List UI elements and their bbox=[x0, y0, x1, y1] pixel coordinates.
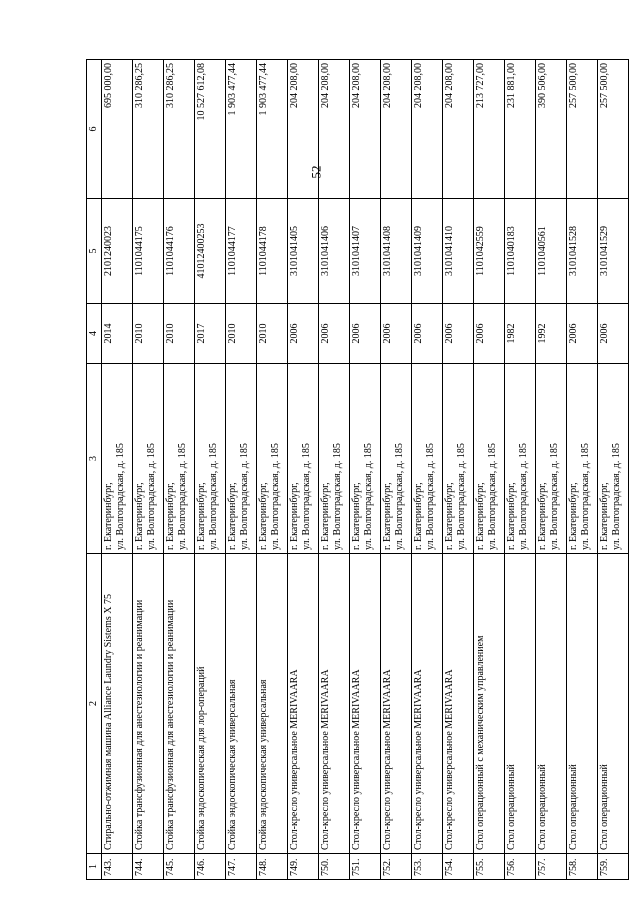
address-city: г. Екатеринбург, bbox=[506, 482, 517, 550]
item-cost bbox=[412, 60, 443, 199]
table-row bbox=[164, 60, 195, 880]
item-cost-text: 204 208,00 bbox=[413, 63, 424, 108]
item-inventory-number-text: 1101040561 bbox=[537, 226, 548, 276]
item-address bbox=[350, 364, 381, 554]
address-street: ул. Волгоградская, д. 185 bbox=[486, 443, 498, 550]
address-city: г. Екатеринбург, bbox=[599, 482, 610, 550]
item-name-text: Стирально-отжимная машина Alliance Laundry Sistems X 75 bbox=[103, 594, 114, 850]
item-inventory-number-text: 2101240023 bbox=[103, 226, 114, 276]
item-year bbox=[195, 304, 226, 364]
item-name bbox=[350, 554, 381, 854]
item-name-text: Стол-кресло универсальное MERIVAARA bbox=[413, 669, 424, 850]
item-cost-text: 310 286,25 bbox=[165, 63, 176, 108]
item-year-text: 2010 bbox=[134, 323, 145, 344]
item-inventory-number bbox=[536, 199, 567, 304]
item-inventory-number bbox=[195, 199, 226, 304]
item-year-text: 2010 bbox=[227, 323, 238, 344]
item-inventory-number bbox=[598, 199, 629, 304]
item-year bbox=[102, 304, 133, 364]
item-inventory-number-text: 1101044175 bbox=[134, 226, 145, 276]
table-row bbox=[102, 60, 133, 880]
item-cost bbox=[350, 60, 381, 199]
address-street: ул. Волгоградская, д. 185 bbox=[362, 443, 374, 550]
item-year-text: 2006 bbox=[475, 323, 486, 344]
item-name-text: Стойка эндоскопическая универсальная bbox=[227, 679, 238, 850]
item-inventory-number bbox=[350, 199, 381, 304]
item-address bbox=[102, 364, 133, 554]
item-cost-text: 310 286,25 bbox=[134, 63, 145, 108]
row-number bbox=[598, 854, 629, 880]
address-street: ул. Волгоградская, д. 185 bbox=[424, 443, 436, 550]
item-year bbox=[474, 304, 505, 364]
table-row bbox=[319, 60, 350, 880]
item-year-text: 2006 bbox=[413, 323, 424, 344]
item-inventory-number bbox=[443, 199, 474, 304]
item-cost bbox=[474, 60, 505, 199]
table-row bbox=[412, 60, 443, 880]
item-name bbox=[474, 554, 505, 854]
item-year-text: 2010 bbox=[165, 323, 176, 344]
item-year bbox=[567, 304, 598, 364]
item-year-text: 2014 bbox=[103, 323, 114, 344]
item-cost-text: 204 208,00 bbox=[289, 63, 300, 108]
item-name bbox=[133, 554, 164, 854]
row-number-text: 751. bbox=[351, 858, 362, 876]
item-year-text: 2010 bbox=[258, 323, 269, 344]
item-address bbox=[598, 364, 629, 554]
row-number-text: 745. bbox=[165, 858, 176, 876]
item-name-text: Стол-кресло универсальное MERIVAARA bbox=[289, 669, 300, 850]
row-number bbox=[164, 854, 195, 880]
item-inventory-number bbox=[381, 199, 412, 304]
address-street: ул. Волгоградская, д. 185 bbox=[610, 443, 622, 550]
row-number bbox=[567, 854, 598, 880]
row-number-text: 759. bbox=[599, 858, 610, 876]
row-number bbox=[443, 854, 474, 880]
item-name-text: Стол-кресло универсальное MERIVAARA bbox=[320, 669, 331, 850]
row-number bbox=[505, 854, 536, 880]
item-year bbox=[381, 304, 412, 364]
rotated-table-container bbox=[86, 60, 622, 880]
table-row bbox=[536, 60, 567, 880]
item-cost bbox=[226, 60, 257, 199]
item-year bbox=[164, 304, 195, 364]
item-year-text: 1982 bbox=[506, 323, 517, 344]
item-year bbox=[350, 304, 381, 364]
item-name bbox=[598, 554, 629, 854]
item-address bbox=[319, 364, 350, 554]
item-year bbox=[598, 304, 629, 364]
item-name-text: Стол-кресло универсальное MERIVAARA bbox=[444, 669, 455, 850]
item-year bbox=[133, 304, 164, 364]
item-cost-text: 204 208,00 bbox=[351, 63, 362, 108]
item-name bbox=[195, 554, 226, 854]
table-row bbox=[474, 60, 505, 880]
item-address bbox=[505, 364, 536, 554]
item-year-text: 2006 bbox=[568, 323, 579, 344]
item-address bbox=[381, 364, 412, 554]
row-number bbox=[319, 854, 350, 880]
row-number-text: 756. bbox=[506, 858, 517, 876]
address-street: ул. Волгоградская, д. 185 bbox=[176, 443, 188, 550]
address-city: г. Екатеринбург, bbox=[475, 482, 486, 550]
item-year-text: 1992 bbox=[537, 323, 548, 344]
address-city: г. Екатеринбург, bbox=[289, 482, 300, 550]
table-row bbox=[350, 60, 381, 880]
item-name-text: Стол операционный bbox=[537, 764, 548, 850]
table-body bbox=[102, 60, 629, 880]
item-inventory-number bbox=[505, 199, 536, 304]
item-cost bbox=[102, 60, 133, 199]
address-street: ул. Волгоградская, д. 185 bbox=[269, 443, 281, 550]
item-cost bbox=[567, 60, 598, 199]
item-name bbox=[102, 554, 133, 854]
address-street: ул. Волгоградская, д. 185 bbox=[548, 443, 560, 550]
item-inventory-number bbox=[102, 199, 133, 304]
item-inventory-number-text: 3101041529 bbox=[599, 226, 610, 276]
item-inventory-number-text: 3101041408 bbox=[382, 226, 393, 276]
header-col-1: 1 bbox=[87, 854, 102, 880]
item-name bbox=[567, 554, 598, 854]
item-address bbox=[195, 364, 226, 554]
item-inventory-number-text: 3101041406 bbox=[320, 226, 331, 276]
item-year-text: 2006 bbox=[320, 323, 331, 344]
row-number bbox=[412, 854, 443, 880]
row-number-text: 754. bbox=[444, 858, 455, 876]
item-inventory-number-text: 1101042559 bbox=[475, 226, 486, 276]
address-city: г. Екатеринбург, bbox=[568, 482, 579, 550]
row-number bbox=[133, 854, 164, 880]
item-inventory-number bbox=[226, 199, 257, 304]
address-street: ул. Волгоградская, д. 185 bbox=[145, 443, 157, 550]
item-address bbox=[164, 364, 195, 554]
item-year-text: 2006 bbox=[351, 323, 362, 344]
item-inventory-number bbox=[164, 199, 195, 304]
item-cost-text: 204 208,00 bbox=[382, 63, 393, 108]
item-address bbox=[474, 364, 505, 554]
item-inventory-number bbox=[474, 199, 505, 304]
address-city: г. Екатеринбург, bbox=[351, 482, 362, 550]
header-col-2: 2 bbox=[87, 554, 102, 854]
row-number-text: 758. bbox=[568, 858, 579, 876]
address-city: г. Екатеринбург, bbox=[196, 482, 207, 550]
item-cost bbox=[505, 60, 536, 199]
row-number bbox=[195, 854, 226, 880]
table-row bbox=[226, 60, 257, 880]
item-address bbox=[257, 364, 288, 554]
item-inventory-number-text: 1101044178 bbox=[258, 226, 269, 276]
row-number bbox=[288, 854, 319, 880]
item-name bbox=[226, 554, 257, 854]
row-number-text: 750. bbox=[320, 858, 331, 876]
header-col-5: 5 bbox=[87, 199, 102, 304]
item-name-text: Стойка трансфузионная для анестезиологии и реанимации bbox=[134, 599, 145, 850]
item-name-text: Стол операционный с механическим управлением bbox=[475, 635, 486, 850]
item-cost bbox=[443, 60, 474, 199]
item-name bbox=[164, 554, 195, 854]
item-cost-text: 695 000,00 bbox=[103, 63, 114, 108]
item-year bbox=[257, 304, 288, 364]
row-number-text: 753. bbox=[413, 858, 424, 876]
header-col-3: 3 bbox=[87, 364, 102, 554]
item-cost-text: 213 727,00 bbox=[475, 63, 486, 108]
address-street: ул. Волгоградская, д. 185 bbox=[331, 443, 343, 550]
item-cost bbox=[257, 60, 288, 199]
item-cost bbox=[381, 60, 412, 199]
item-cost-text: 231 881,00 bbox=[506, 63, 517, 108]
item-year-text: 2017 bbox=[196, 323, 207, 344]
address-street: ул. Волгоградская, д. 185 bbox=[393, 443, 405, 550]
item-name-text: Стойка эндоскопическая универсальная bbox=[258, 679, 269, 850]
item-cost-text: 204 208,00 bbox=[320, 63, 331, 108]
item-name-text: Стол операционный bbox=[568, 764, 579, 850]
table-row bbox=[133, 60, 164, 880]
item-year bbox=[505, 304, 536, 364]
item-name bbox=[381, 554, 412, 854]
item-name bbox=[536, 554, 567, 854]
item-address bbox=[288, 364, 319, 554]
item-name bbox=[288, 554, 319, 854]
item-address bbox=[536, 364, 567, 554]
item-year bbox=[226, 304, 257, 364]
table-row bbox=[505, 60, 536, 880]
item-cost bbox=[319, 60, 350, 199]
item-name-text: Стойка эндоскопическая для лор-операций bbox=[196, 666, 207, 850]
row-number-text: 749. bbox=[289, 858, 300, 876]
address-street: ул. Волгоградская, д. 185 bbox=[579, 443, 591, 550]
row-number bbox=[381, 854, 412, 880]
item-name bbox=[505, 554, 536, 854]
row-number bbox=[102, 854, 133, 880]
address-street: ул. Волгоградская, д. 185 bbox=[517, 443, 529, 550]
header-col-6: 6 bbox=[87, 60, 102, 199]
item-inventory-number-text: 3101041409 bbox=[413, 226, 424, 276]
row-number-text: 755. bbox=[475, 858, 486, 876]
item-year bbox=[412, 304, 443, 364]
item-cost-text: 1 903 477,44 bbox=[258, 63, 269, 116]
row-number-text: 743. bbox=[103, 858, 114, 876]
address-street: ул. Волгоградская, д. 185 bbox=[238, 443, 250, 550]
table-row bbox=[195, 60, 226, 880]
item-cost-text: 257 500,00 bbox=[568, 63, 579, 108]
item-year-text: 2006 bbox=[382, 323, 393, 344]
address-city: г. Екатеринбург, bbox=[134, 482, 145, 550]
item-address bbox=[412, 364, 443, 554]
address-street: ул. Волгоградская, д. 185 bbox=[300, 443, 312, 550]
address-city: г. Екатеринбург, bbox=[103, 482, 114, 550]
address-city: г. Екатеринбург, bbox=[413, 482, 424, 550]
page-number-text: 52 bbox=[308, 165, 324, 179]
item-year bbox=[443, 304, 474, 364]
item-year-text: 2006 bbox=[599, 323, 610, 344]
item-year bbox=[288, 304, 319, 364]
item-cost-text: 204 208,00 bbox=[444, 63, 455, 108]
item-address bbox=[567, 364, 598, 554]
item-name-text: Стол-кресло универсальное MERIVAARA bbox=[351, 669, 362, 850]
inventory-table bbox=[86, 59, 629, 880]
table-row bbox=[598, 60, 629, 880]
item-name-text: Стол операционный bbox=[599, 764, 610, 850]
item-year bbox=[319, 304, 350, 364]
table-header-row bbox=[87, 60, 102, 880]
item-inventory-number-text: 41012400253 bbox=[196, 223, 207, 279]
item-name-text: Стол операционный bbox=[506, 764, 517, 850]
item-cost bbox=[598, 60, 629, 199]
item-inventory-number-text: 3101041528 bbox=[568, 226, 579, 276]
item-inventory-number-text: 3101041405 bbox=[289, 226, 300, 276]
item-cost bbox=[536, 60, 567, 199]
address-city: г. Екатеринбург, bbox=[165, 482, 176, 550]
address-street: ул. Волгоградская, д. 185 bbox=[455, 443, 467, 550]
table-row bbox=[567, 60, 598, 880]
item-name bbox=[412, 554, 443, 854]
row-number bbox=[474, 854, 505, 880]
row-number-text: 757. bbox=[537, 858, 548, 876]
item-cost-text: 1 903 477,44 bbox=[227, 63, 238, 116]
item-name-text: Стойка трансфузионная для анестезиологии и реанимации bbox=[165, 599, 176, 850]
item-inventory-number-text: 3101041407 bbox=[351, 226, 362, 276]
row-number bbox=[257, 854, 288, 880]
item-cost bbox=[133, 60, 164, 199]
address-city: г. Екатеринбург, bbox=[444, 482, 455, 550]
item-name-text: Стол-кресло универсальное MERIVAARA bbox=[382, 669, 393, 850]
header-col-4: 4 bbox=[87, 304, 102, 364]
address-city: г. Екатеринбург, bbox=[382, 482, 393, 550]
address-city: г. Екатеринбург, bbox=[320, 482, 331, 550]
rotated-table-frame bbox=[86, 60, 622, 880]
row-number-text: 747. bbox=[227, 858, 238, 876]
item-inventory-number bbox=[319, 199, 350, 304]
item-inventory-number bbox=[412, 199, 443, 304]
address-city: г. Екатеринбург, bbox=[258, 482, 269, 550]
item-address bbox=[226, 364, 257, 554]
address-street: ул. Волгоградская, д. 185 bbox=[207, 443, 219, 550]
item-cost-text: 390 506,00 bbox=[537, 63, 548, 108]
item-inventory-number-text: 1101040183 bbox=[506, 226, 517, 276]
item-address bbox=[133, 364, 164, 554]
item-name bbox=[319, 554, 350, 854]
item-cost bbox=[288, 60, 319, 199]
table-row bbox=[257, 60, 288, 880]
item-name bbox=[257, 554, 288, 854]
item-inventory-number-text: 1101044176 bbox=[165, 226, 176, 276]
item-inventory-number-text: 1101044177 bbox=[227, 226, 238, 276]
item-inventory-number bbox=[288, 199, 319, 304]
row-number-text: 752. bbox=[382, 858, 393, 876]
item-inventory-number-text: 3101041410 bbox=[444, 226, 455, 276]
table-row bbox=[381, 60, 412, 880]
item-year-text: 2006 bbox=[289, 323, 300, 344]
item-inventory-number bbox=[133, 199, 164, 304]
row-number bbox=[350, 854, 381, 880]
row-number-text: 748. bbox=[258, 858, 269, 876]
table-row bbox=[443, 60, 474, 880]
item-inventory-number bbox=[567, 199, 598, 304]
address-street: ул. Волгоградская, д. 185 bbox=[114, 443, 126, 550]
item-year bbox=[536, 304, 567, 364]
address-city: г. Екатеринбург, bbox=[227, 482, 238, 550]
item-cost-text: 10 527 612,08 bbox=[196, 63, 207, 121]
item-cost bbox=[164, 60, 195, 199]
item-cost bbox=[195, 60, 226, 199]
item-inventory-number bbox=[257, 199, 288, 304]
row-number bbox=[536, 854, 567, 880]
item-name bbox=[443, 554, 474, 854]
table-row bbox=[288, 60, 319, 880]
row-number bbox=[226, 854, 257, 880]
item-address bbox=[443, 364, 474, 554]
row-number-text: 744. bbox=[134, 858, 145, 876]
item-cost-text: 257 500,00 bbox=[599, 63, 610, 108]
address-city: г. Екатеринбург, bbox=[537, 482, 548, 550]
item-year-text: 2006 bbox=[444, 323, 455, 344]
row-number-text: 746. bbox=[196, 858, 207, 876]
